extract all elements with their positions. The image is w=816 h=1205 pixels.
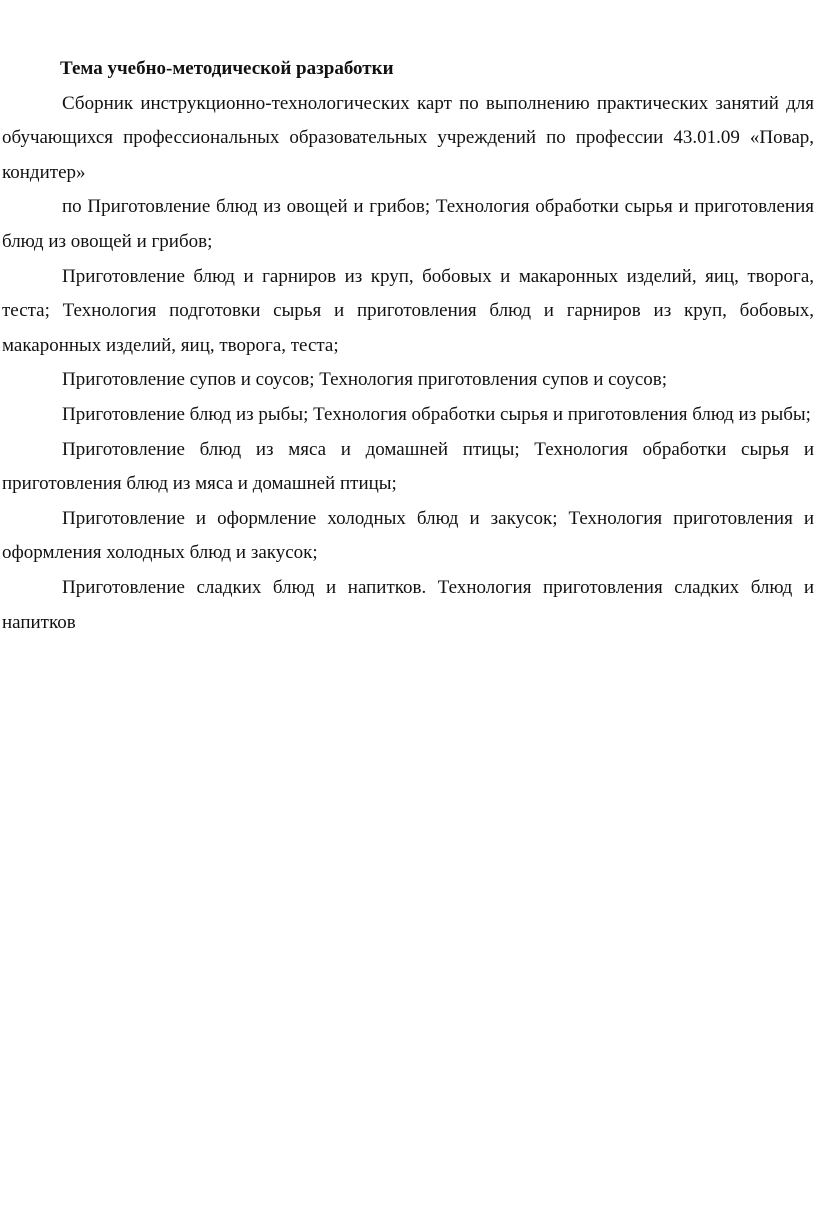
document-body xyxy=(2,52,814,640)
paragraph-cold-dishes: Приготовление и оформление холодных блюд и закусок; Технология приготовления и оформления холодных блюд и закусок; xyxy=(2,507,814,564)
paragraph-sweet-dishes-drinks: Приготовление сладких блюд и напитков. Технология приготовления сладких блюд и напитков xyxy=(2,576,814,633)
paragraph-soups-sauces: Приготовление супов и соусов; Технология приготовления супов и соусов; xyxy=(62,369,668,391)
paragraph-meat-poultry: Приготовление блюд из мяса и домашней птицы; Технология обработки сырья и приготовления блюд из мяса и домашней птицы; xyxy=(2,438,814,495)
paragraph-collection-intro: Сборник инструкционно-технологических карт по выполнению практических занятий для обучающихся профессиональных образовательных учреждений по профессии 43.01.09 «Повар, кондитер» xyxy=(2,92,814,183)
paragraph-fish: Приготовление блюд из рыбы; Технология обработки сырья и приготовления блюд из рыбы; xyxy=(62,403,811,425)
document-title: Тема учебно-методической разработки xyxy=(60,58,394,79)
paragraph-cereals-pasta: Приготовление блюд и гарниров из круп, бобовых и макаронных изделий, яиц, творога, теста; Технология подготовки сырья и приготовления блюд и гарниров из круп, бобовых, макаронных изделий, яиц, творога, теста; xyxy=(2,265,814,356)
paragraph-vegetables-mushrooms: по Приготовление блюд из овощей и грибов; Технология обработки сырья и приготовления блюд из овощей и грибов; xyxy=(2,196,814,252)
